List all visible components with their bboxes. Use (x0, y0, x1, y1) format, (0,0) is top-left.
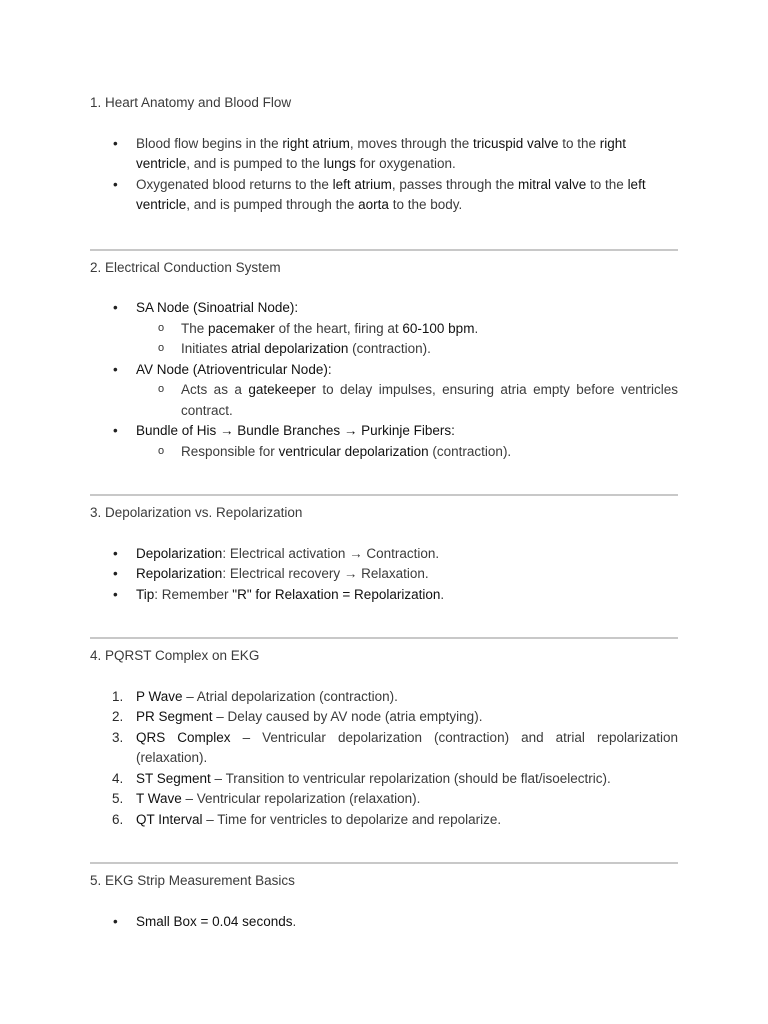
section-title: 5. EKG Strip Measurement Basics (90, 873, 295, 888)
sub-list-item: o Responsible for ventricular depolarization (contraction). (136, 442, 678, 463)
key-term: lungs (323, 156, 356, 171)
list-item: • Small Box = 0.04 seconds. (90, 912, 678, 933)
key-term: P Wave (136, 688, 183, 704)
list-number: 5. (112, 791, 124, 806)
bullet-list (90, 544, 678, 606)
bullet-list (90, 912, 678, 933)
key-term: pacemaker (208, 320, 275, 336)
bullet-list (90, 134, 678, 216)
section-ekg-measurement (90, 871, 678, 932)
key-term: T Wave (136, 791, 182, 806)
key-term: gatekeeper (248, 382, 316, 397)
section-conduction-system (90, 258, 678, 463)
section-title: 3. Depolarization vs. Repolarization (90, 505, 303, 520)
list-number: 2. (112, 709, 124, 724)
list-item (90, 360, 678, 422)
sub-list-item: o Initiates atrial depolarization (contraction). (136, 339, 678, 360)
key-term: atrial depolarization (231, 341, 349, 356)
list-item: • Depolarization: Electrical activation → Contraction. (90, 544, 678, 565)
key-term: right atrium (282, 135, 350, 151)
section-title: 4. PQRST Complex on EKG (90, 648, 260, 663)
section-depolarization (90, 503, 678, 605)
list-item: 6. QT Interval – Time for ventricles to depolarize and repolarize. (90, 810, 678, 831)
key-term: aorta (358, 197, 389, 212)
list-number: 6. (112, 811, 124, 827)
section-pqrst (90, 646, 678, 830)
key-term: "R" for Relaxation = Repolarization (232, 586, 441, 602)
node-label: SA Node (Sinoatrial Node): (136, 300, 299, 315)
list-number: 4. (112, 770, 124, 786)
list-item: 1. P Wave – Atrial depolarization (contraction). (90, 687, 678, 708)
list-item: • Repolarization: Electrical recovery → Relaxation. (90, 564, 678, 585)
key-term: Tip (136, 586, 155, 602)
sub-list-item: o Acts as a gatekeeper to delay impulses, ensuring atria empty before ventricles contract. (136, 380, 678, 421)
key-term: QRS Complex (136, 729, 231, 745)
key-term: ventricular depolarization (278, 443, 429, 459)
key-term: Small Box = 0.04 seconds (136, 913, 293, 929)
node-label: Bundle of His → Bundle Branches → Purkinje Fibers: (136, 423, 455, 438)
node-label: AV Node (Atrioventricular Node): (136, 361, 332, 377)
list-number: 3. (112, 729, 124, 745)
key-term: Repolarization (136, 566, 223, 581)
list-item: • Blood flow begins in the right atrium, moves through the tricuspid valve to the right ventricle, and is pumped to the lungs for oxygenation. (90, 134, 678, 175)
key-term: mitral valve (518, 176, 587, 192)
key-term: 60-100 bpm (402, 320, 475, 336)
key-term: left ventricle (136, 176, 646, 212)
list-item: 3. QRS Complex – Ventricular depolarization (contraction) and atrial repolarization (relaxation). (112, 729, 678, 765)
sub-list (136, 380, 678, 421)
key-term: tricuspid valve (472, 135, 559, 151)
numbered-list (90, 687, 678, 831)
section-title: 1. Heart Anatomy and Blood Flow (90, 95, 292, 110)
section-heart-anatomy (90, 93, 678, 216)
sub-list (136, 442, 678, 463)
bullet-list (90, 298, 678, 462)
list-item: • Oxygenated blood returns to the left atrium, passes through the mitral valve to the left ventricle, and is pumped through the aorta to the body. (90, 175, 678, 216)
list-item (90, 421, 678, 462)
list-number: 1. (112, 688, 124, 704)
list-item: 5. T Wave – Ventricular repolarization (relaxation). (90, 789, 678, 810)
list-item: 2. PR Segment – Delay caused by AV node (atria emptying). (90, 707, 678, 728)
key-term: left atrium (332, 176, 392, 192)
document-page (90, 93, 678, 932)
list-item: • Tip: Remember "R" for Relaxation = Repolarization. (90, 585, 678, 606)
section-title: 2. Electrical Conduction System (90, 259, 281, 275)
sub-list (136, 319, 678, 360)
sub-list-item: o The pacemaker of the heart, firing at 60-100 bpm. (136, 319, 678, 340)
key-term: Depolarization (136, 545, 223, 561)
key-term: ST Segment (136, 770, 211, 786)
list-item: 4. ST Segment – Transition to ventricular repolarization (should be flat/isoelectric). (90, 769, 678, 790)
key-term: right ventricle (136, 135, 627, 171)
key-term: QT Interval (136, 811, 203, 827)
key-term: PR Segment (136, 709, 213, 724)
list-item (90, 298, 678, 360)
